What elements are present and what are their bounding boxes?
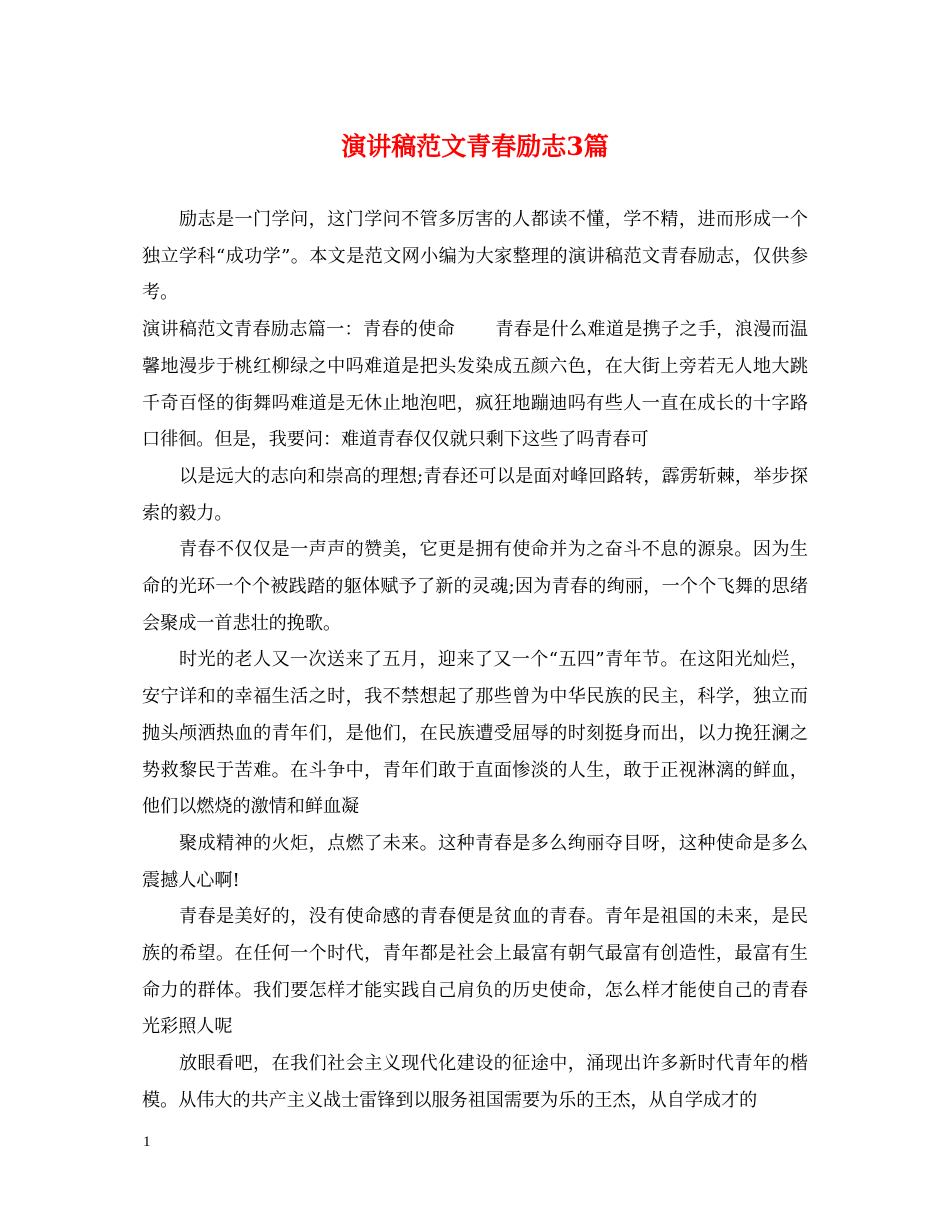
document-body: [142, 202, 808, 1120]
section-one-heading: 演讲稿范文青春励志篇一：青春的使命: [142, 319, 455, 341]
page-title: 演讲稿范文青春励志3篇: [341, 132, 609, 161]
body-paragraph: 放眼看吧，在我们社会主义现代化建设的征途中，涌现出许多新时代青年的楷模。从伟大的共产主义战士雷锋到以服务祖国需要为乐的王杰，从自学成才的: [142, 1053, 808, 1111]
body-paragraph: 以是远大的志向和崇高的理想;青春还可以是面对峰回路转，霹雳斩棘，举步探索的毅力。: [142, 465, 808, 524]
body-paragraph: 青春不仅仅是一声声的赞美，它更是拥有使命并为之奋斗不息的源泉。因为生命的光环一个个被践踏的躯体赋予了新的灵魂;因为青春的绚丽，一个个飞舞的思绪会聚成一首悲壮的挽歌。: [142, 539, 808, 634]
section-one-text: 青春是什么难道是携子之手，浪漫而温馨地漫步于桃红柳绿之中吗难道是把头发染成五颜六色，在大街上旁若无人地大跳千奇百怪的街舞吗难道是无休止地泡吧，疯狂地蹦迪吗有些人一直在成长的十字路口徘徊。但是，我要问：难道青春仅仅就只剩下这些了吗青春可: [142, 319, 808, 451]
section-one-paragraph: [142, 312, 808, 459]
intro-paragraph: 励志是一门学问，这门学问不管多厉害的人都读不懂，学不精，进而形成一个独立学科“成功学”。本文是范文网小编为大家整理的演讲稿范文青春励志，仅供参考。: [142, 209, 808, 304]
body-paragraph: 聚成精神的火炬，点燃了未来。这种青春是多么绚丽夺目呀，这种使命是多么震撼人心啊!: [142, 832, 808, 891]
body-paragraph: 时光的老人又一次送来了五月，迎来了又一个“五四”青年节。在这阳光灿烂，安宁详和的幸福生活之时，我不禁想起了那些曾为中华民族的民主，科学，独立而抛头颅洒热血的青年们，是他们，在民族遭受屈辱的时刻挺身而出，以力挽狂澜之势救黎民于苦难。在斗争中，青年们敢于直面惨淡的人生，敢于正视淋漓的鲜血，他们以燃烧的激情和鲜血凝: [142, 649, 808, 818]
body-paragraph: 青春是美好的，没有使命感的青春便是贫血的青春。青年是祖国的未来，是民族的希望。在任何一个时代，青年都是社会上最富有朝气最富有创造性，最富有生命力的群体。我们要怎样才能实践自己肩负的历史使命，怎么样才能使自己的青春光彩照人呢: [142, 906, 808, 1038]
page-number: 1: [143, 1134, 151, 1150]
